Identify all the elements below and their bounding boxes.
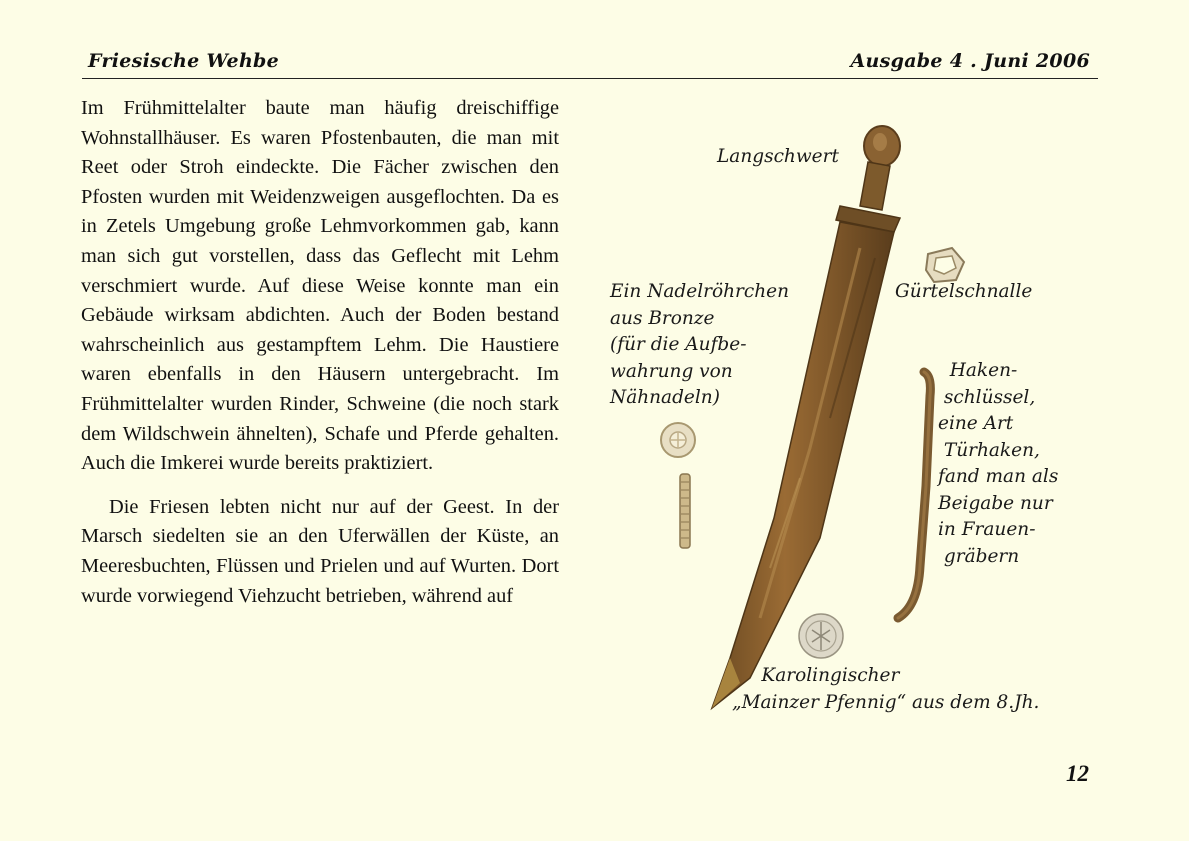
page-header: [82, 50, 1098, 79]
publication-title: Friesische Wehbe: [88, 50, 280, 72]
issue-date: Ausgabe 4 . Juni 2006: [850, 50, 1090, 72]
caption-belt-buckle: Gürtelschnalle: [895, 281, 1033, 302]
caption-needle-case: Ein Nadelröhrchen aus Bronze (für die Aufbe- wahrung von Nähnadeln): [610, 281, 790, 408]
paragraph-1: Im Frühmittelalter baute man häufig dreischiffige Wohnstallhäuser. Es waren Pfostenbauten, die man mit Reet oder Stroh eindeckte. Die Fächer zwischen den Pfosten wurden mit Weidenzweigen ausgeflochten. Da es in Zetels Umgebung große Lehmvorkommen gab, kann man sich gut vorstellen, dass das Geflecht mit Lehm verschmiert wurde. Auf diese Weise konnte man ein Gebäude wirksam abdichten. Auch der Boden bestand wahrscheinlich aus gestampftem Lehm. Die Haustiere waren ebenfalls in den Häusern untergebracht. Im Frühmittelalter wurden Rinder, Schweine (die noch stark dem Wildschwein ähnelten), Schafe und Pferde gehalten. Auch die Imkerei wurde bereits praktiziert.: [81, 97, 559, 475]
article-text: [81, 94, 559, 611]
paragraph-2: Die Friesen lebten nicht nur auf der Geest. In der Marsch siedelten sie an den Uferwällen der Küste, an Meeresbuchten, Flüssen und Prielen und auf Wurten. Dort wurde vorwiegend Viehzucht betrieben, während auf: [81, 495, 559, 607]
caption-longsword: Langschwert: [717, 146, 839, 167]
caption-hook-key: Haken- schlüssel, eine Art Türhaken, fand man als Beigabe nur in Frauen- gräbern: [938, 360, 1059, 567]
hook-key-image: [886, 366, 946, 626]
caption-coin: Karolingischer „Mainzer Pfennig“ aus dem 8.Jh.: [732, 665, 1040, 713]
coin-image: [797, 612, 845, 660]
page-number: 12: [1066, 761, 1089, 786]
needle-case-image: [658, 418, 706, 552]
